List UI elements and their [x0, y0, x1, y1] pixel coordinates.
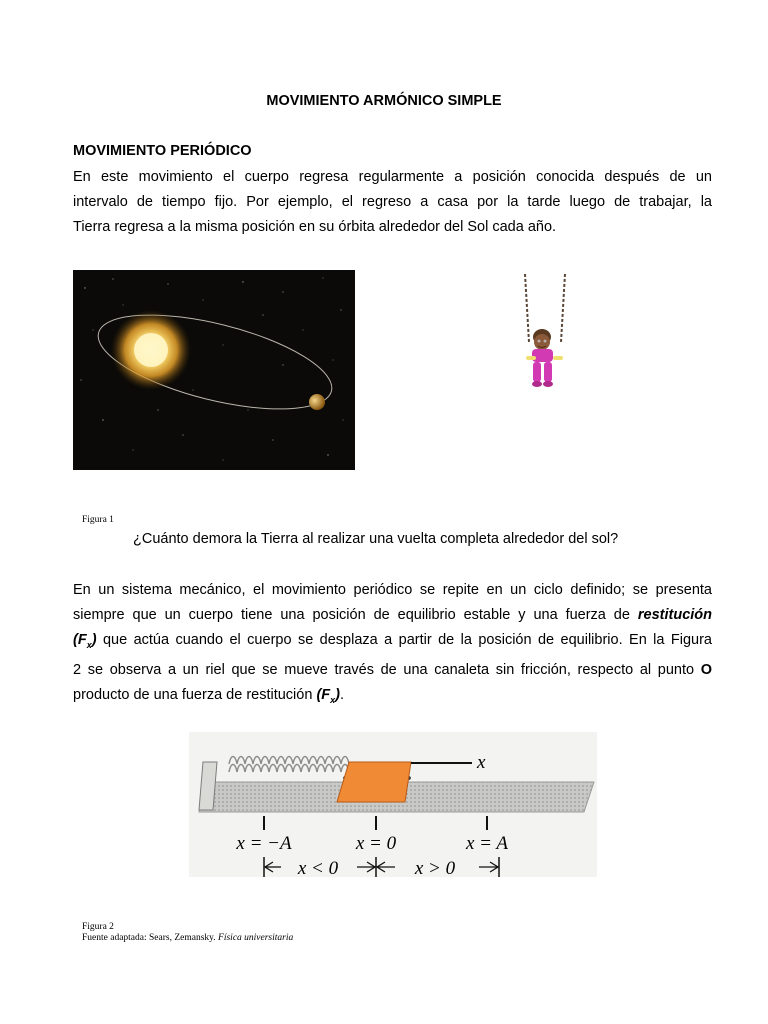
- paragraph-line: [73, 658, 712, 683]
- paragraph-line: intervalo de tiempo fijo. Por ejemplo, el regreso a casa por la tarde luego de trabajar, la: [73, 194, 712, 210]
- question-text: ¿Cuánto demora la Tierra al realizar una vuelta completa alrededor del sol?: [133, 531, 619, 547]
- force-symbol: $(F_x)$: [316, 686, 340, 705]
- figure-2-source: Fuente adaptada: Sears, Zemansky. Física universitaria: [82, 933, 294, 943]
- position-a: x = A: [465, 833, 509, 854]
- position-zero: x = 0: [355, 833, 397, 854]
- figure-1-caption: Figura 1: [82, 515, 114, 525]
- paragraph-intro: [73, 165, 712, 240]
- text-run: producto de una fuerza de restitución: [73, 686, 317, 703]
- position-minus-a: x = −A: [236, 833, 292, 854]
- earth: [309, 394, 325, 410]
- text-run: siempre que un cuerpo tiene una posición de equilibrio estable y una fuerza de: [73, 607, 630, 623]
- paragraph-line: [73, 603, 712, 628]
- text-run: 2 se observa a un riel que se mueve través de una canaleta sin fricción, respecto al punto: [73, 661, 695, 678]
- restitution-term: restitución: [637, 607, 712, 623]
- paragraph-line: En un sistema mecánico, el movimiento periódico se repite en un ciclo definido; se presenta: [73, 582, 712, 598]
- paragraph-line: Tierra regresa a la misma posición en su órbita alrededor del Sol cada año.: [73, 219, 557, 235]
- text-run: que actúa cuando el cuerpo se desplaza a partir de la posición de equilibrio. En la Figura: [96, 632, 712, 648]
- source-book-title: Física universitaria: [218, 933, 294, 943]
- point-o: O: [700, 661, 713, 678]
- paragraph-mechanical: [73, 578, 712, 713]
- swing-illustration: [515, 272, 575, 397]
- range-negative: x < 0: [297, 858, 339, 877]
- figure-2-caption: [82, 922, 293, 944]
- paragraph-line: En este movimiento el cuerpo regresa regularmente a posición conocida después de un: [73, 169, 712, 185]
- figure-2-label: Figura 2: [82, 922, 114, 932]
- paragraph-line: [73, 628, 712, 658]
- spring: [229, 757, 349, 765]
- force-symbol: $(F_x)$: [73, 632, 97, 650]
- range-positive: x > 0: [414, 858, 456, 877]
- earth-orbit-image: [73, 270, 355, 470]
- document-title: MOVIMIENTO ARMÓNICO SIMPLE: [266, 93, 502, 109]
- glider-block: [337, 762, 411, 802]
- paragraph-line: producto de una fuerza de restitución $(F_x)$.: [73, 686, 345, 705]
- x-axis-label: x: [477, 752, 486, 773]
- child-on-swing-image: [515, 272, 575, 397]
- spring-glider-diagram: [189, 732, 597, 877]
- orbit-illustration: [73, 270, 355, 470]
- section-heading: MOVIMIENTO PERIÓDICO: [73, 143, 252, 159]
